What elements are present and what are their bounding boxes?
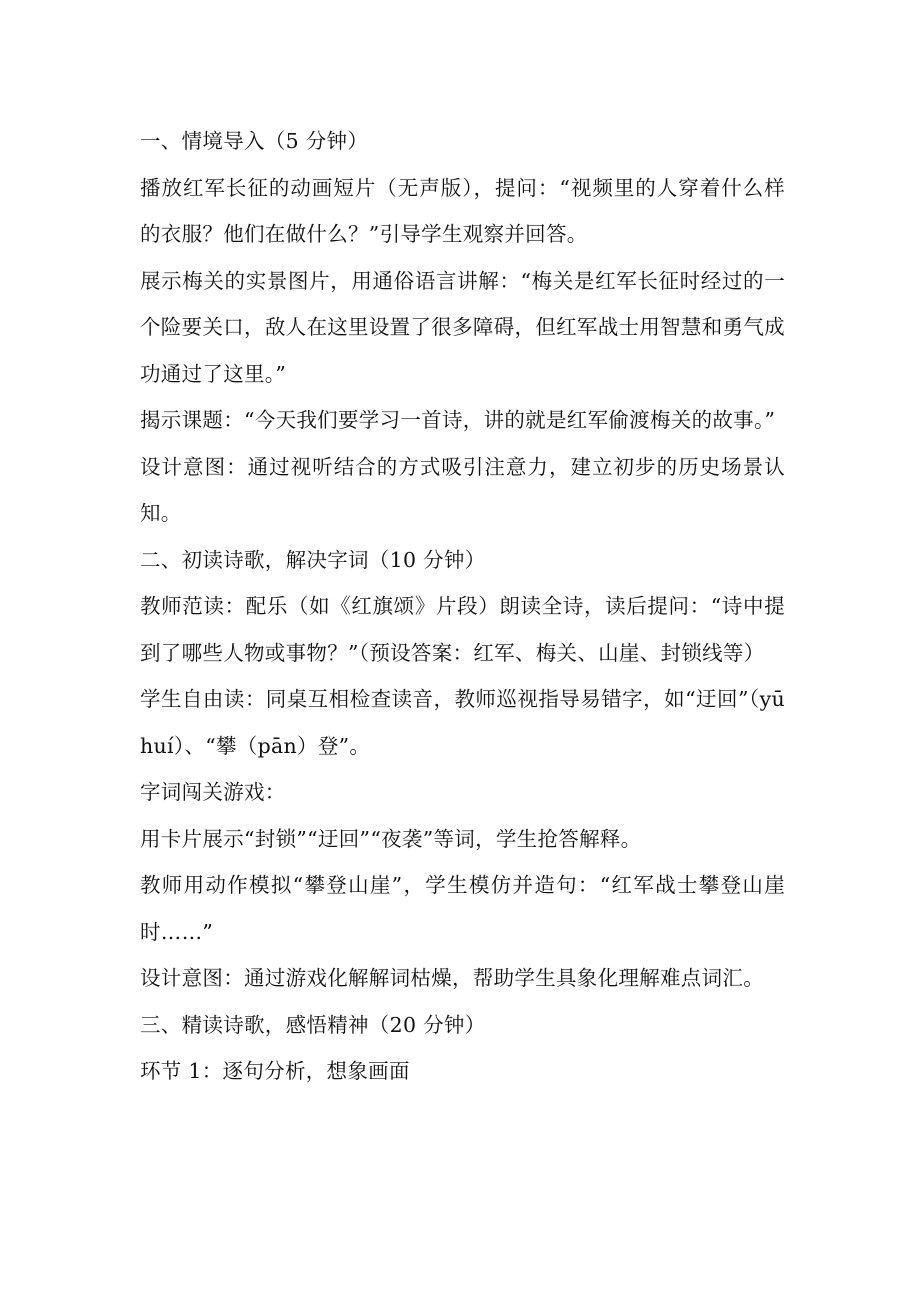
subsection-heading: 环节 1：逐句分析，想象画面 [140,1059,410,1083]
paragraph: 学生自由读：同桌互相检查读音，教师巡视指导易错字，如“迂回”（yū huí）、“攀（pān）登”。 [140,687,785,758]
document-body [140,118,785,1095]
paragraph: 用卡片展示“封锁”“迂回”“夜袭”等词，学生抢答解释。 [140,826,642,851]
section-heading-3: 三、精读诗歌，感悟精神（20 分钟） [140,1012,486,1037]
section-heading-2: 二、初读诗歌，解决字词（10 分钟） [140,547,486,572]
paragraph: 教师用动作模拟“攀登山崖”，学生模仿并造句：“红军战士攀登山崖时……” [140,873,785,944]
design-intent-paragraph: 设计意图：通过游戏化解解词枯燥，帮助学生具象化理解难点词汇。 [140,966,764,990]
paragraph: 展示梅关的实景图片，用通俗语言讲解：“梅关是红军长征时经过的一个险要关口，敌人在这里设置了很多障碍，但红军战士用智慧和勇气成功通过了这里。” [140,268,785,386]
paragraph: 播放红军长征的动画短片（无声版），提问：“视频里的人穿着什么样的衣服？他们在做什么？”引导学生观察并回答。 [140,175,785,246]
paragraph: 教师范读：配乐（如《红旗颂》片段）朗读全诗，读后提问：“诗中提到了哪些人物或事物？”（预设答案：红军、梅关、山崖、封锁线等） [140,594,785,665]
paragraph: 揭示课题：“今天我们要学习一首诗，讲的就是红军偷渡梅关的故事。” [140,408,776,432]
section-heading-1: 一、情境导入（5 分钟） [140,129,369,153]
paragraph: 字词闯关游戏： [140,780,286,804]
design-intent-paragraph: 设计意图：通过视听结合的方式吸引注意力，建立初步的历史场景认知。 [140,454,785,525]
